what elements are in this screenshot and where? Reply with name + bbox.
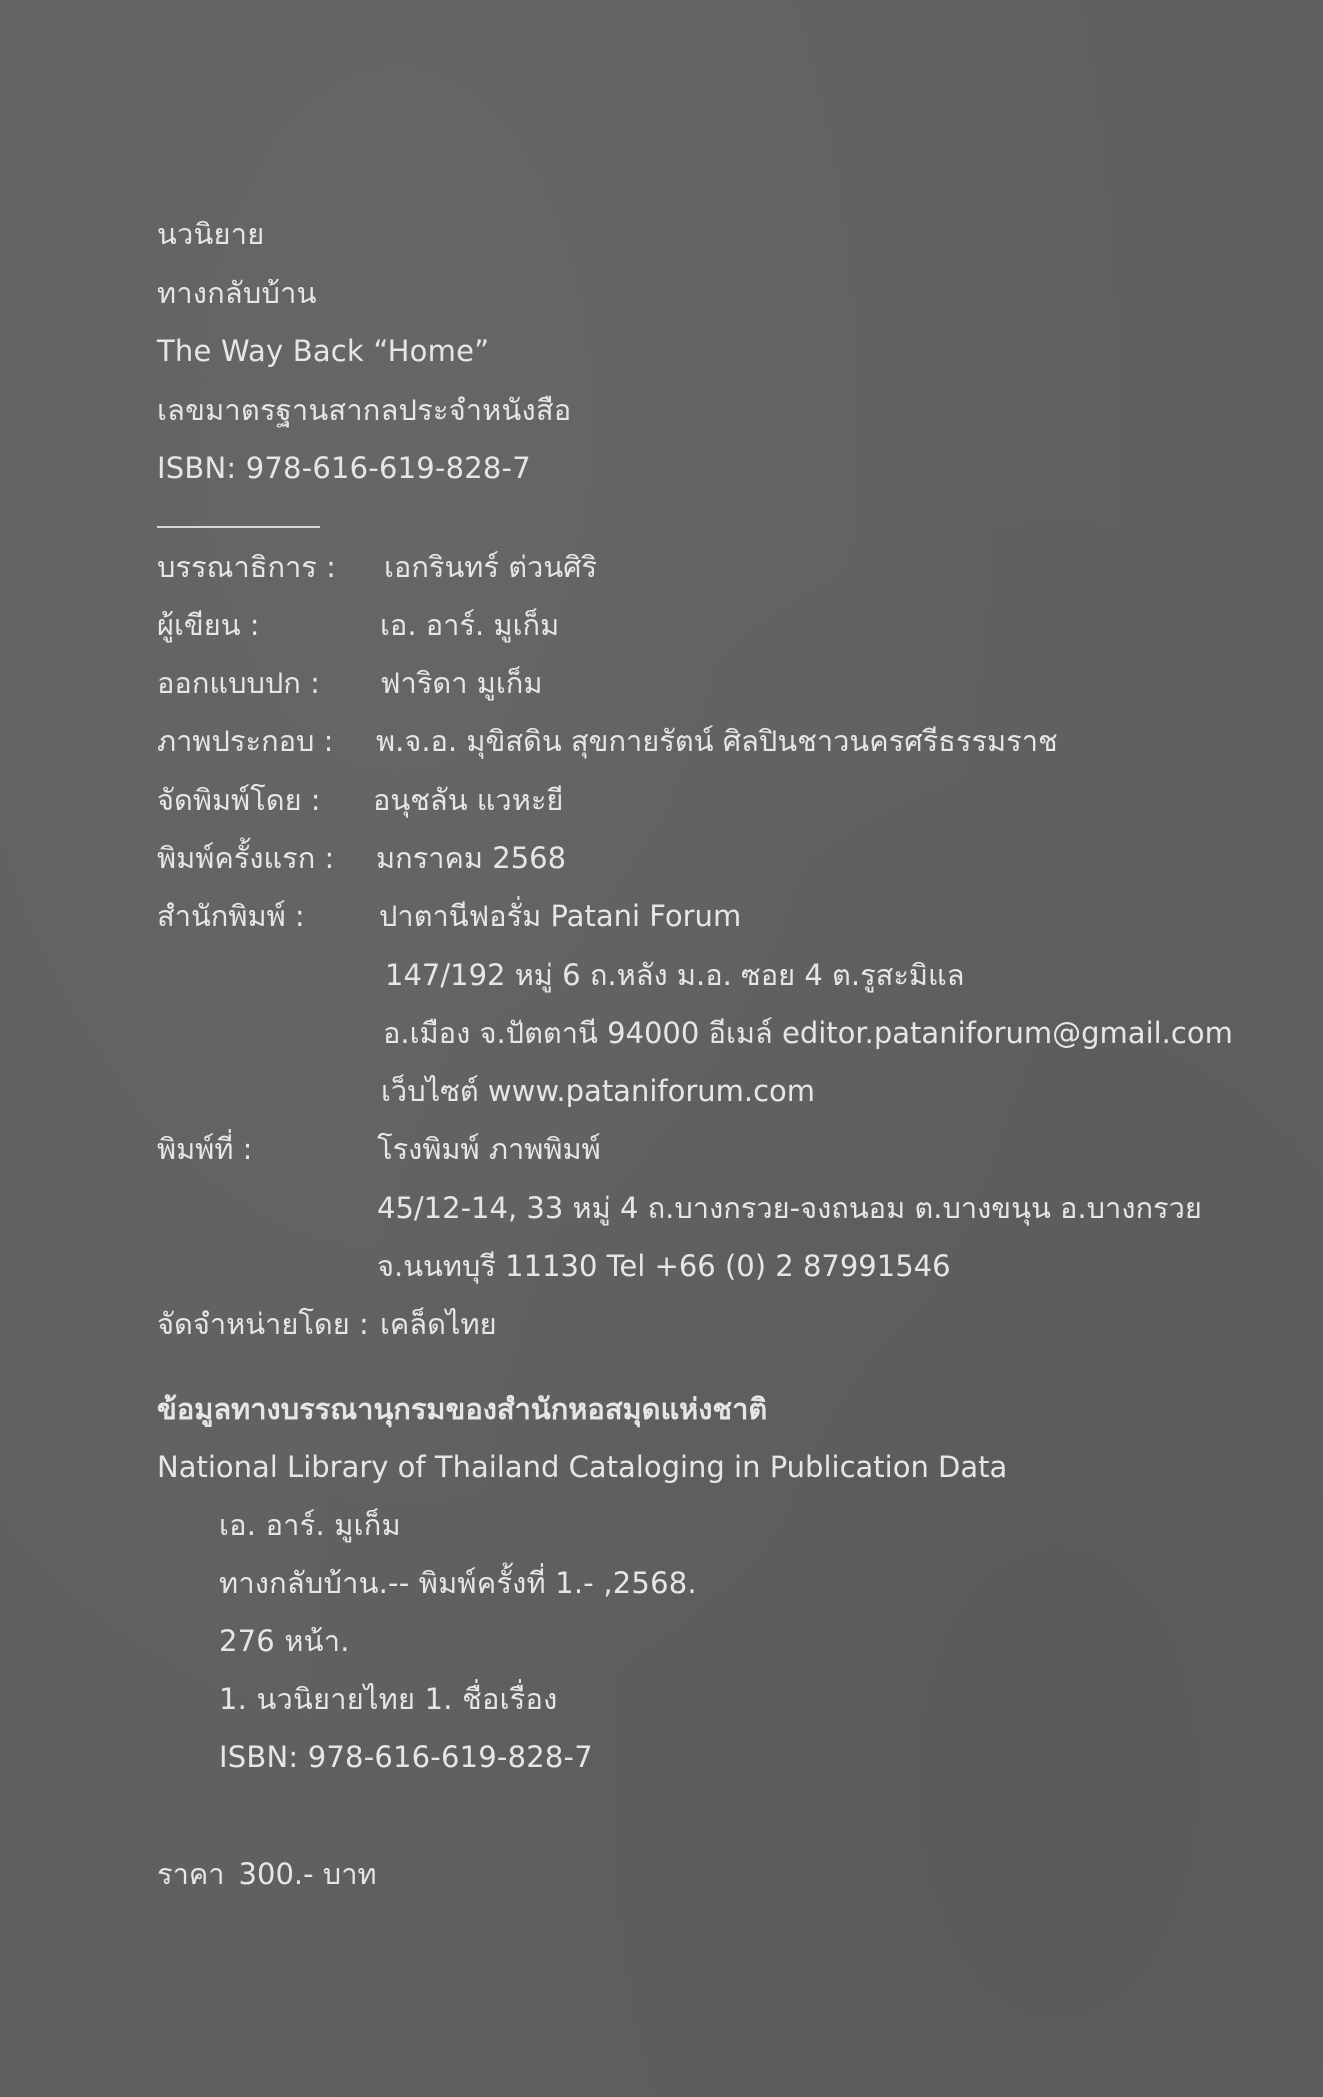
- credit-editor: [157, 538, 1257, 596]
- credit-label: สำนักพิมพ์ :: [157, 899, 305, 934]
- cip-heading-english: National Library of Thailand Cataloging in Publication Data: [157, 1449, 1008, 1484]
- copyright-page: [157, 205, 1257, 1903]
- credit-value: มกราคม 2568: [376, 840, 567, 875]
- genre: นวนิยาย: [157, 217, 265, 251]
- credit-value: อนุชลัน แวหะยี: [373, 782, 564, 817]
- credit-label: จัดพิมพ์โดย :: [157, 782, 321, 817]
- credit-value: พ.จ.อ. มุขิสดิน สุขกายรัตน์ ศิลปินชาวนครศรีธรรมราช: [376, 724, 1058, 759]
- publisher-website-line: [157, 1062, 1257, 1120]
- printer-address-line: [157, 1237, 1257, 1295]
- credit-author: [157, 596, 1257, 654]
- credit-label: ผู้เขียน :: [157, 607, 260, 642]
- credit-value: เอ. อาร์. มูเก็ม: [380, 607, 560, 642]
- printer-name: โรงพิมพ์ ภาพพิมพ์: [377, 1132, 601, 1167]
- cip-pages: 276 หน้า.: [219, 1624, 350, 1659]
- credit-distributor: [157, 1295, 1257, 1353]
- title-block: [157, 205, 1257, 498]
- credits: [157, 538, 1257, 1354]
- publisher-address-line: [157, 1004, 1257, 1062]
- title-thai: ทางกลับบ้าน: [157, 275, 317, 310]
- price: [157, 1845, 1257, 1903]
- credit-label: จัดจำหน่ายโดย :: [157, 1307, 369, 1342]
- credit-label: พิมพ์ที่ :: [157, 1132, 253, 1167]
- price-amount: 300.- บาท: [238, 1856, 377, 1891]
- cip-subjects: 1. นวนิยายไทย 1. ชื่อเรื่อง: [219, 1682, 558, 1717]
- credit-value: เคล็ดไทย: [380, 1307, 497, 1342]
- credit-label: พิมพ์ครั้งแรก :: [157, 840, 335, 875]
- publisher-address-2: อ.เมือง จ.ปัตตานี 94000 อีเมล์ editor.pataniforum@gmail.com: [383, 1015, 1233, 1050]
- credit-label: ออกแบบปก :: [157, 666, 320, 701]
- price-label: ราคา: [157, 1856, 225, 1891]
- cip-block: [157, 1380, 1257, 1787]
- printer-address-2: จ.นนทบุรี 11130 Tel +66 (0) 2 87991546: [377, 1249, 951, 1284]
- credit-printed-by: [157, 771, 1257, 829]
- credit-printer: [157, 1120, 1257, 1178]
- printer-address-1: 45/12-14, 33 หมู่ 4 ถ.บางกรวย-จงถนอม ต.บางขนุน อ.บางกรวย: [377, 1190, 1202, 1225]
- cip-isbn: ISBN: 978-616-619-828-7: [219, 1740, 593, 1775]
- cip-entry: [157, 1496, 1257, 1787]
- publisher-name: ปาตานีฟอรั่ม Patani Forum: [379, 899, 742, 934]
- credit-value: ฟาริดา มูเก็ม: [380, 666, 543, 701]
- credit-first-print: [157, 829, 1257, 887]
- publisher-website: เว็บไซต์ www.pataniforum.com: [381, 1074, 816, 1109]
- publisher-address-line: [157, 946, 1257, 1004]
- credit-publisher: [157, 887, 1257, 945]
- printer-address-line: [157, 1179, 1257, 1237]
- divider: [157, 526, 320, 528]
- credit-cover: [157, 654, 1257, 712]
- cip-title-edition: ทางกลับบ้าน.-- พิมพ์ครั้งที่ 1.- ,2568.: [219, 1565, 697, 1600]
- cip-heading-thai: ข้อมูลทางบรรณานุกรมของสำนักหอสมุดแห่งชาติ: [157, 1391, 768, 1426]
- credit-label: ภาพประกอบ :: [157, 724, 334, 759]
- isbn: ISBN: 978-616-619-828-7: [157, 451, 531, 485]
- isbn-label-thai: เลขมาตรฐานสากลประจำหนังสือ: [157, 392, 572, 427]
- credit-value: เอกรินทร์ ต่วนศิริ: [384, 549, 598, 584]
- credit-label: บรรณาธิการ :: [157, 549, 336, 584]
- title-english: The Way Back “Home”: [157, 334, 490, 368]
- publisher-address-1: 147/192 หมู่ 6 ถ.หลัง ม.อ. ซอย 4 ต.รูสะมิแล: [385, 957, 965, 992]
- cip-author: เอ. อาร์. มูเก็ม: [219, 1507, 401, 1542]
- credit-illustration: [157, 712, 1257, 770]
